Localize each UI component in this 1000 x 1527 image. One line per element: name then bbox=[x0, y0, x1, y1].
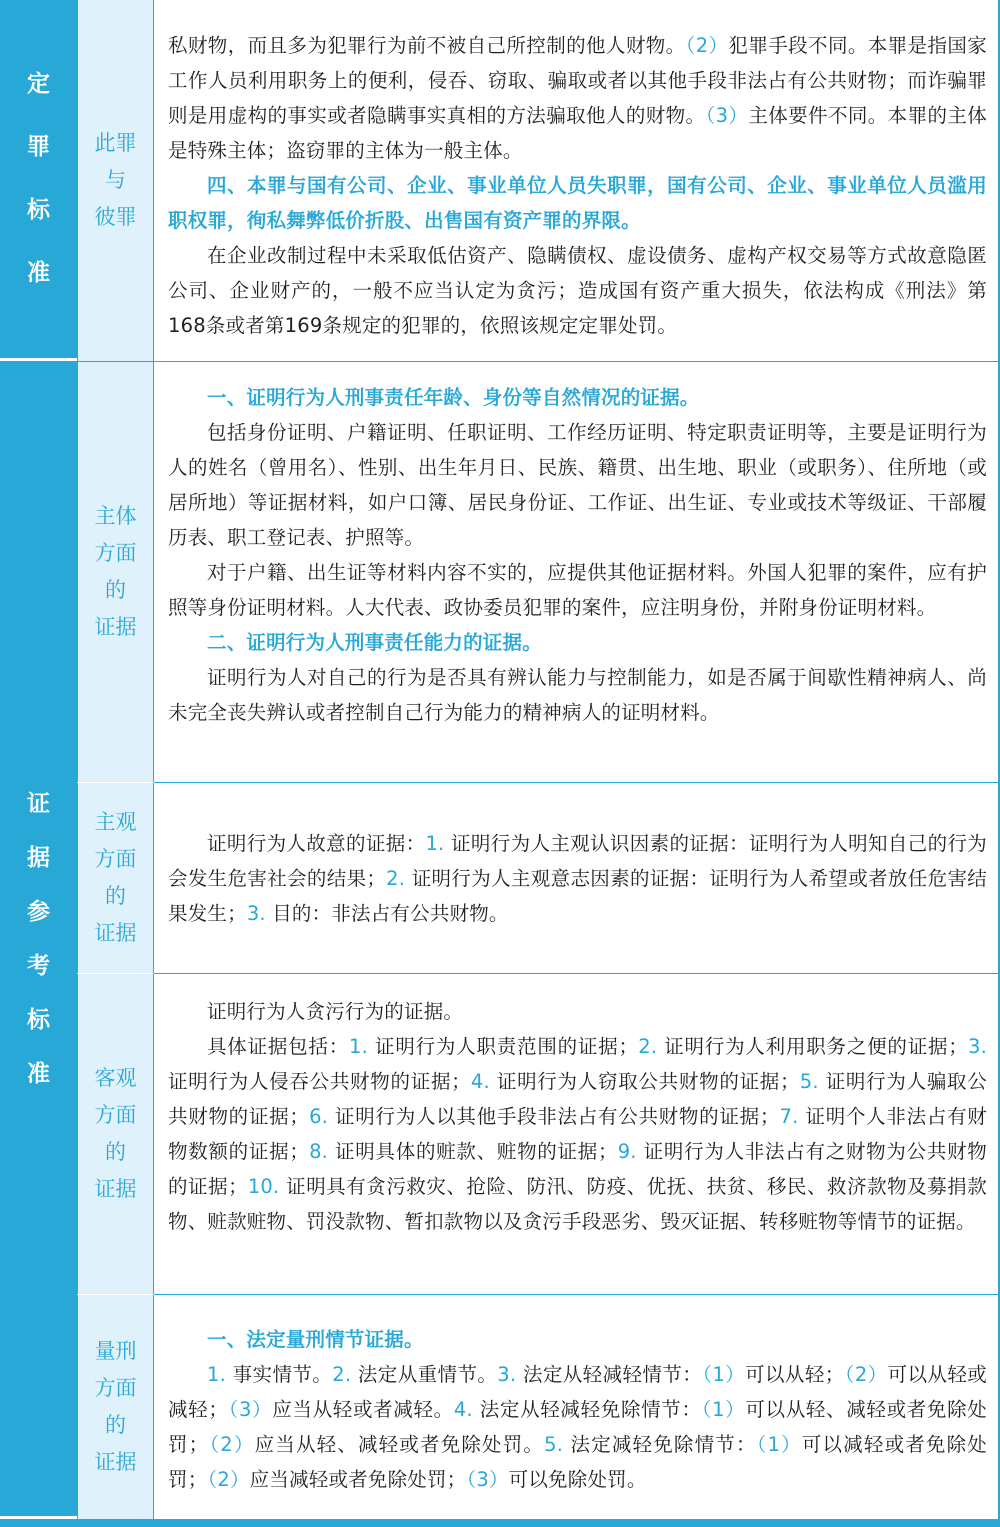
label-line: 方面 bbox=[94, 1103, 137, 1127]
label-char: 罪 bbox=[27, 134, 50, 160]
label-char: 参 bbox=[27, 898, 50, 925]
label-line: 证据 bbox=[94, 1177, 137, 1201]
paragraph: 私财物，而且多为犯罪行为前不被自己所控制的他人财物。（2）犯罪手段不同。本罪是指国家工作人员利用职务上的便利，侵吞、窃取、骗取或者以其他手段非法占有公共财物；而诈骗罪则是用虚构的事实或者隐瞒事实真相的方法骗取他人的财物。（3）主体要件不同。本罪的主体是特殊主体；盗窃罪的主体为一般主体。 bbox=[168, 34, 987, 162]
vertical-sublabel bbox=[95, 498, 137, 646]
label-line: 与 bbox=[105, 168, 126, 192]
paragraph: 证明行为人对自己的行为是否具有辨认能力与控制能力，如是否属于间歇性精神病人、尚未完全丧失辨认或者控制自己行为能力的精神病人的证明材料。 bbox=[168, 666, 987, 724]
paragraph: 证明行为人故意的证据：1. 证明行为人主观认识因素的证据：证明行为人明知自己的行为会发生危害社会的结果；2. 证明行为人主观意志因素的证据：证明行为人希望或者放任危害结果发生；3. 目的：非法占有公共财物。 bbox=[168, 832, 987, 925]
label-char: 考 bbox=[27, 952, 50, 979]
vertical-sublabel bbox=[95, 804, 137, 952]
label-line: 方面 bbox=[94, 847, 137, 871]
section-heading: 四、本罪与国有公司、企业、事业单位人员失职罪，国有公司、企业、事业单位人员滥用职权罪，徇私舞弊低价折股、出售国有资产罪的界限。 bbox=[168, 174, 987, 232]
row-label-this-vs-that bbox=[77, 0, 154, 361]
row-divider bbox=[154, 973, 1000, 974]
section-heading: 二、证明行为人刑事责任能力的证据。 bbox=[207, 631, 542, 654]
label-char: 证 bbox=[27, 790, 50, 817]
row-content-subject bbox=[154, 380, 1000, 730]
label-line: 方面 bbox=[94, 541, 137, 565]
vertical-sublabel bbox=[95, 1333, 137, 1481]
row-content-objective bbox=[154, 994, 1000, 1239]
label-line: 此罪 bbox=[94, 131, 137, 155]
label-line: 证据 bbox=[94, 921, 137, 945]
section-label-conviction bbox=[0, 0, 77, 361]
label-char: 标 bbox=[27, 1006, 50, 1033]
label-line: 的 bbox=[105, 1413, 126, 1437]
vertical-sublabel bbox=[95, 1060, 137, 1208]
section-heading: 一、法定量刑情节证据。 bbox=[207, 1328, 424, 1351]
section-label-evidence bbox=[0, 362, 77, 1519]
label-line: 彼罪 bbox=[94, 205, 137, 229]
label-line: 客观 bbox=[94, 1066, 137, 1090]
label-line: 证据 bbox=[94, 615, 137, 639]
row-divider bbox=[154, 782, 1000, 783]
label-line: 量刑 bbox=[94, 1339, 137, 1363]
label-line: 主体 bbox=[94, 504, 137, 528]
label-char: 据 bbox=[27, 844, 50, 871]
evidence-list: 具体证据包括：1. 证明行为人职责范围的证据；2. 证明行为人利用职务之便的证据；3. 证明行为人侵吞公共财物的证据；4. 证明行为人窃取公共财物的证据；5. 证明行为人骗取公共财物的证据；6. 证明行为人以其他手段非法占有公共财物的证据；7. 证明个人非法占有财物数额的证据；8. 证明具体的赃款、赃物的证据；9. 证明行为人非法占有之财物为公共财物的证据；10. 证明具有贪污救灾、抢险、防汛、防疫、优抚、扶贫、移民、救济款物及募捐款物、赃款赃物、罚没款物、暂扣款物以及贪污手段恶劣、毁灭证据、转移赃物等情节的证据。 bbox=[168, 1035, 988, 1233]
label-char: 准 bbox=[27, 1060, 50, 1087]
label-line: 证据 bbox=[94, 1450, 137, 1474]
vertical-sublabel bbox=[95, 125, 137, 236]
section-heading: 一、证明行为人刑事责任年龄、身份等自然情况的证据。 bbox=[207, 386, 700, 409]
label-char: 准 bbox=[27, 260, 50, 286]
paragraph: 证明行为人贪污行为的证据。 bbox=[207, 1000, 464, 1023]
row-label-sentencing bbox=[77, 1295, 154, 1519]
label-line: 的 bbox=[105, 578, 126, 602]
vertical-label bbox=[27, 790, 50, 1087]
label-line: 的 bbox=[105, 884, 126, 908]
label-line: 主观 bbox=[94, 810, 137, 834]
label-char: 标 bbox=[27, 197, 50, 223]
paragraph: 包括身份证明、户籍证明、任职证明、工作经历证明、特定职责证明等，主要是证明行为人的姓名（曾用名）、性别、出生年月日、民族、籍贯、出生地、职业（或职务）、住所地（或居所地）等证据材料，如户口簿、居民身份证、工作证、出生证、专业或技术等级证、干部履历表、职工登记表、护照等。 bbox=[168, 421, 987, 549]
row-content-subjective bbox=[154, 826, 1000, 931]
row-content-this-vs-that bbox=[154, 28, 1000, 343]
paragraph: 1. 事实情节。2. 法定从重情节。3. 法定从轻减轻情节：（1）可以从轻；（2）可以从轻或减轻；（3）应当从轻或者减轻。4. 法定从轻减轻免除情节：（1）可以从轻、减轻或者免除处罚；（2）应当从轻、减轻或者免除处罚。5. 法定减轻免除情节：（1）可以减轻或者免除处罚；（2）应当减轻或者免除处罚；（3）可以免除处罚。 bbox=[168, 1363, 987, 1491]
vertical-label bbox=[27, 73, 50, 285]
label-line: 方面 bbox=[94, 1376, 137, 1400]
row-content-sentencing bbox=[154, 1322, 1000, 1497]
table-bottom-bar bbox=[0, 1519, 1000, 1527]
row-label-subjective bbox=[77, 783, 154, 973]
label-char: 定 bbox=[27, 71, 50, 97]
paragraph: 对于户籍、出生证等材料内容不实的，应提供其他证据材料。外国人犯罪的案件，应有护照等身份证明材料。人大代表、政协委员犯罪的案件，应注明身份，并附身份证明材料。 bbox=[168, 561, 987, 619]
paragraph: 在企业改制过程中未采取低估资产、隐瞒债权、虚设债务、虚构产权交易等方式故意隐匿公司、企业财产的，一般不应当认定为贪污；造成国有资产重大损失，依法构成《刑法》第168条或者第169条规定的犯罪的，依照该规定定罪处罚。 bbox=[168, 244, 987, 337]
row-divider bbox=[154, 1294, 1000, 1295]
row-label-objective bbox=[77, 974, 154, 1294]
label-line: 的 bbox=[105, 1140, 126, 1164]
row-label-subject bbox=[77, 362, 154, 782]
